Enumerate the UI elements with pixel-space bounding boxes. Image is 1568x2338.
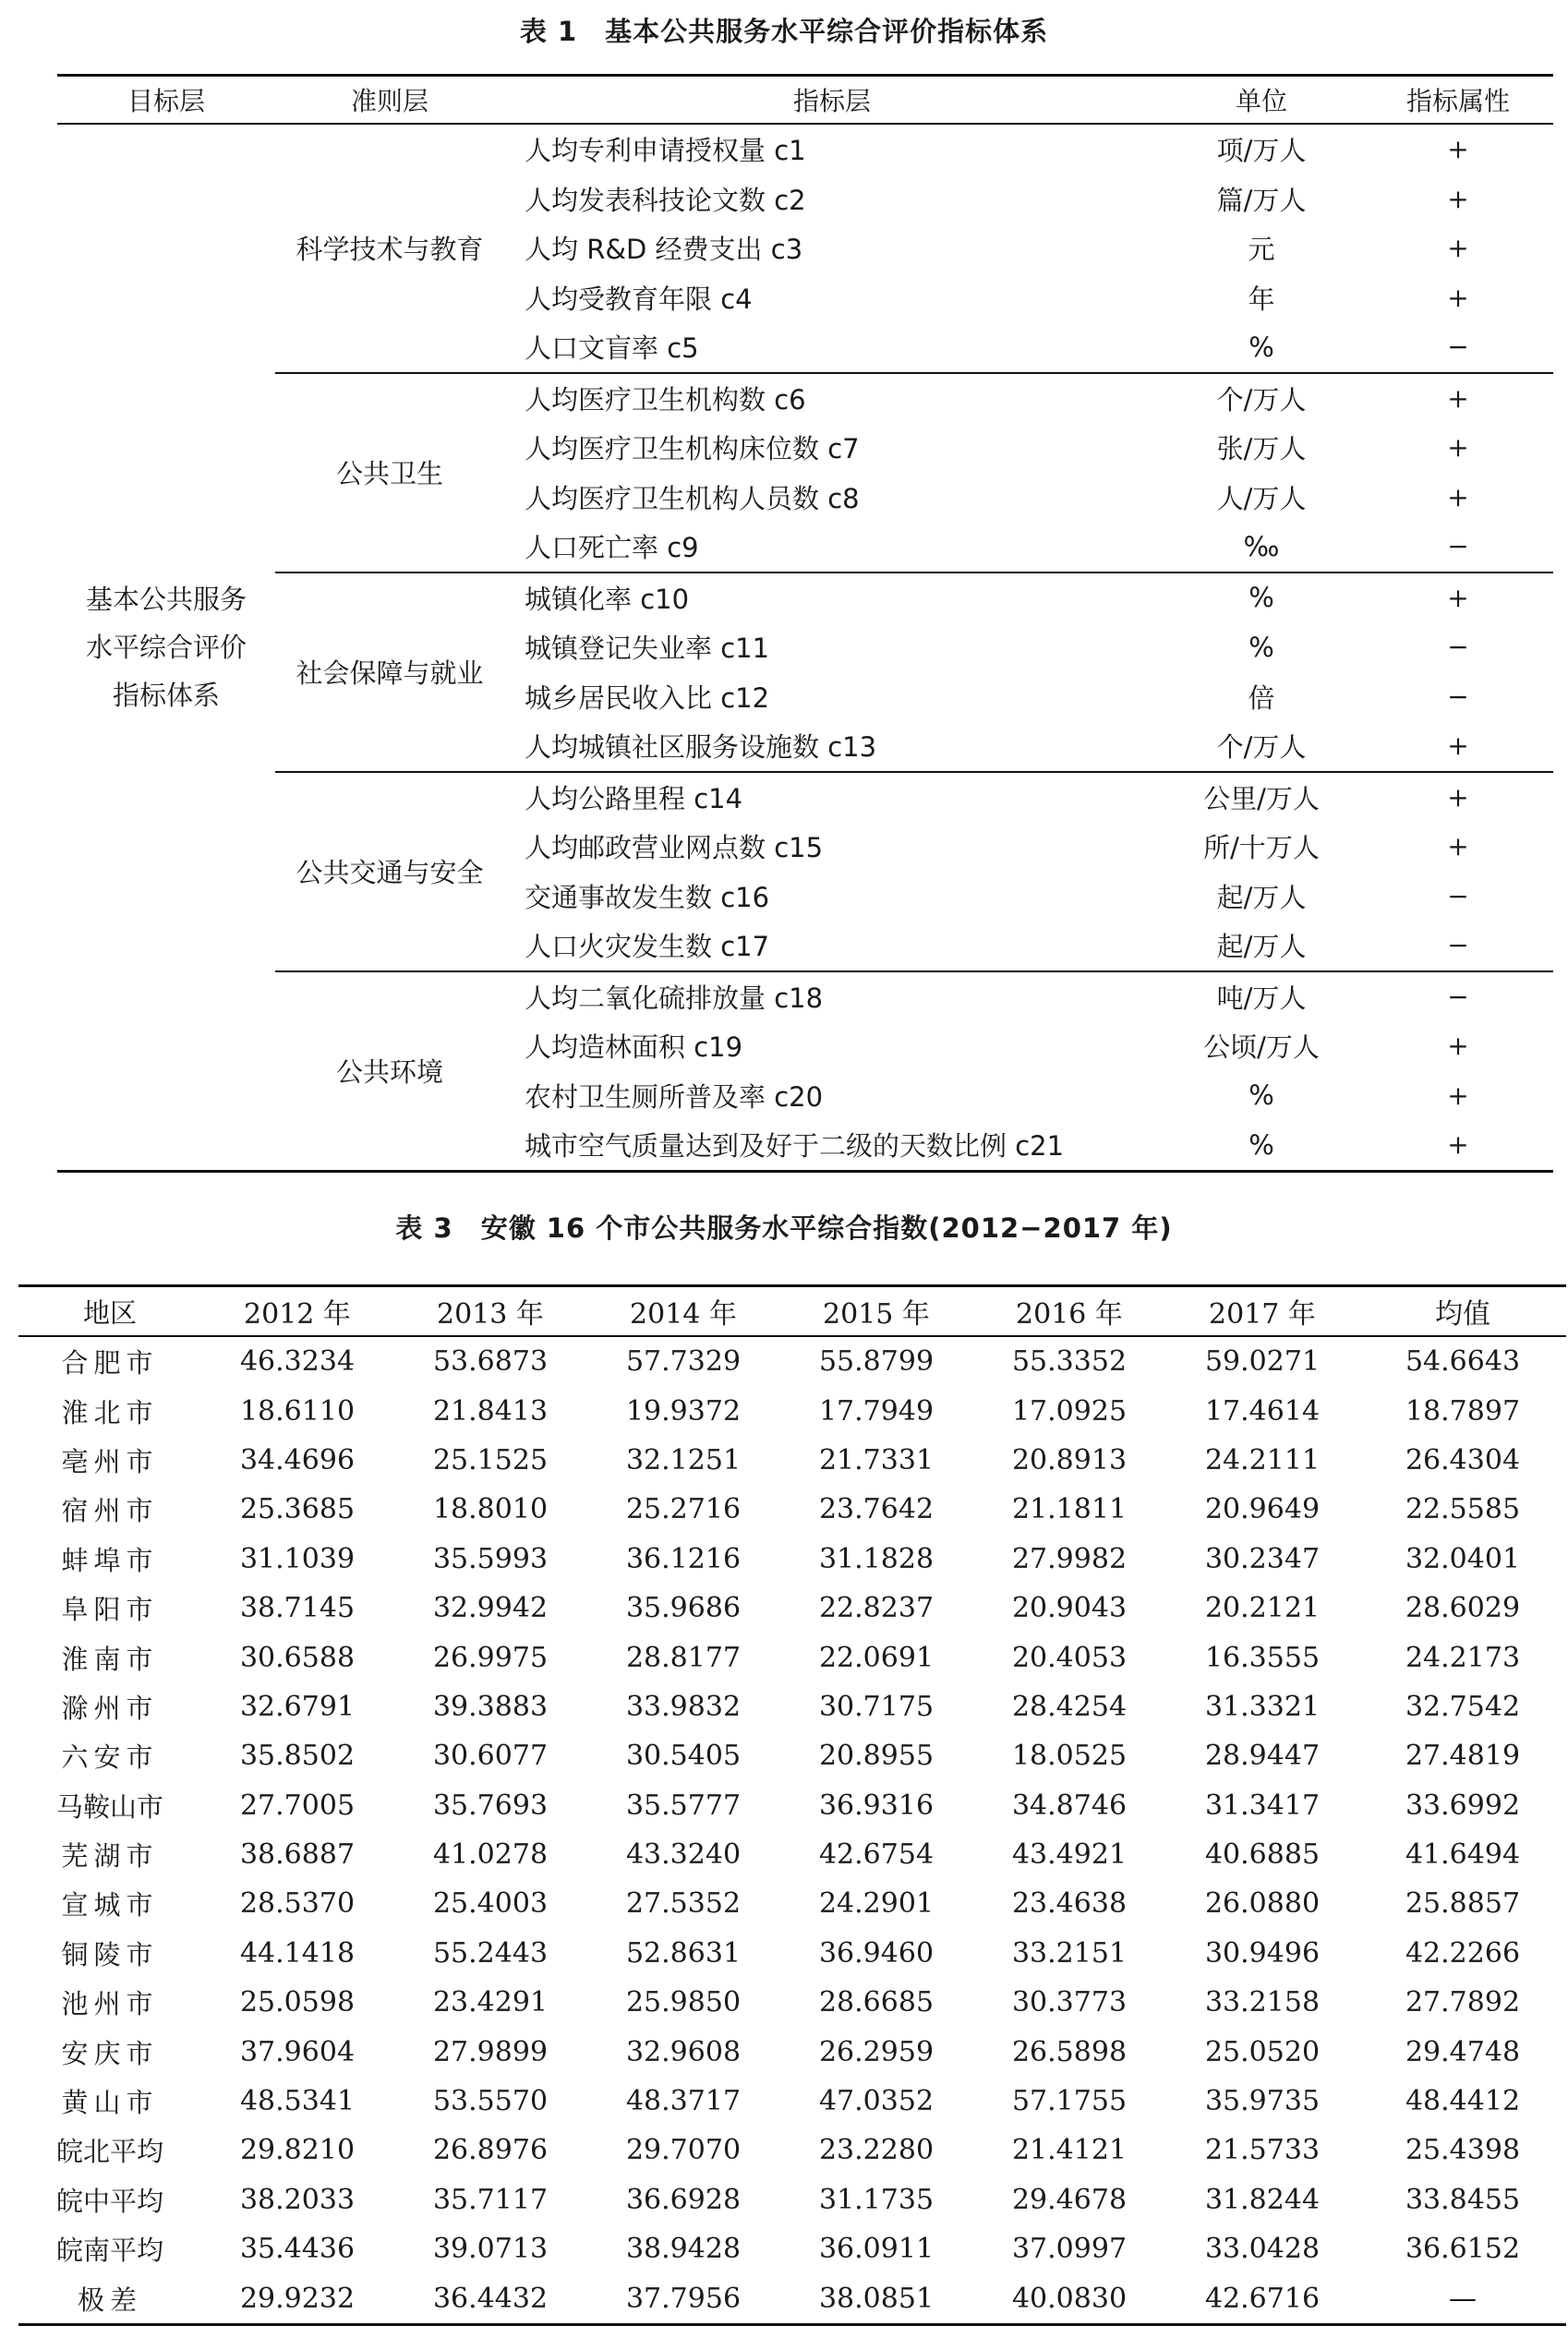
value-cell: 53.5570 [432,2085,549,2118]
value-cell: 26.2959 [818,2035,935,2068]
value-cell: 40.0830 [1011,2282,1128,2315]
value-cell: 20.4053 [1011,1641,1128,1674]
value-cell: 26.9975 [432,1641,549,1674]
region-cell: 黄山市 [61,2087,159,2119]
value-cell: 38.6887 [239,1838,356,1872]
indicator-name: 城镇化率 c10 [504,572,1160,623]
table3-header-row [18,1286,1566,1337]
value-cell: 41.0278 [432,1838,549,1872]
table-row [18,1633,1566,1681]
value-cell: 54.6643 [1405,1345,1521,1379]
value-cell: 25.3685 [239,1493,356,1526]
indicator-unit: 篇/万人 [1216,184,1307,216]
value-cell: 17.0925 [1011,1394,1128,1428]
region-cell: 滁州市 [61,1692,159,1724]
value-cell: 47.0352 [818,2085,935,2118]
value-cell: 42.6754 [818,1838,935,1872]
value-cell: 22.5585 [1405,1493,1521,1526]
region-cell: 皖中平均 [55,2185,163,2217]
value-cell: 20.2121 [1204,1592,1321,1625]
goal-layer-line: 基本公共服务 [85,583,247,615]
value-cell: 17.4614 [1204,1394,1321,1428]
header-column: 2014 年 [630,1298,737,1331]
indicator-unit: % [1248,331,1274,363]
indicator-name: 人均医疗卫生机构床位数 c7 [525,433,860,465]
value-cell: 28.4254 [1011,1690,1128,1723]
indicator-unit: 张/万人 [1216,433,1307,465]
value-cell: 27.9982 [1011,1542,1128,1575]
value-cell: 29.4678 [1011,2183,1128,2216]
value-cell: 33.0428 [1204,2233,1321,2266]
indicator-attribute: + [1363,772,1553,823]
value-cell: 31.3417 [1204,1789,1321,1822]
indicator-attribute: + [1363,572,1553,623]
region-cell: 皖南平均 [55,2235,163,2267]
table-row [18,1535,1566,1584]
region-cell: 马鞍山市 [55,1790,163,1823]
value-cell: 25.0598 [239,1986,356,2019]
value-cell: 55.2443 [432,1936,549,1970]
indicator-system-table [57,74,1553,1173]
value-cell: 59.0271 [1204,1345,1321,1379]
value-cell: 29.9232 [239,2282,356,2315]
region-cell: 亳州市 [61,1445,159,1477]
value-cell: 23.2280 [818,2134,935,2167]
value-cell: 27.7892 [1405,1986,1521,2019]
value-cell: 35.5993 [432,1542,549,1575]
value-cell: 44.1418 [239,1936,356,1970]
table-row [18,1879,1566,1928]
value-cell: 17.7949 [818,1394,935,1428]
value-cell: 32.6791 [239,1690,356,1723]
table-row [18,2224,1566,2273]
indicator-attribute: − [1363,971,1553,1022]
value-cell: 33.6992 [1405,1789,1521,1822]
value-cell: 25.4398 [1405,2134,1521,2167]
value-cell: 37.9604 [239,2035,356,2068]
indicator-unit: 人/万人 [1216,482,1307,514]
indicator-unit: 公里/万人 [1160,772,1363,823]
value-cell: 31.8244 [1204,2183,1321,2216]
value-cell: 21.4121 [1011,2134,1128,2167]
indicator-attribute: − [1447,930,1469,961]
value-cell: 26.4304 [1405,1443,1521,1476]
indicator-unit: 起/万人 [1216,881,1307,913]
table-row [18,1781,1566,1830]
indicator-attribute: − [1447,331,1469,363]
value-cell: 48.5341 [239,2085,356,2118]
value-cell: 21.8413 [432,1394,549,1428]
value-cell: 30.2347 [1204,1542,1321,1575]
indicator-name: 人口死亡率 c9 [525,532,699,564]
header-indicator-layer: 指标层 [792,86,871,116]
value-cell: 28.5370 [239,1887,356,1921]
indicator-name: 人均城镇社区服务设施数 c13 [525,731,877,764]
value-cell: 35.9686 [625,1592,742,1625]
value-cell: 53.6873 [432,1345,549,1379]
composite-index-table [18,1284,1566,2326]
table-row [18,1584,1566,1633]
value-cell: 55.3352 [1011,1345,1128,1379]
indicator-attribute: + [1447,831,1469,862]
value-cell: 22.0691 [818,1641,935,1674]
region-cell: 安庆市 [61,2037,159,2069]
indicator-unit: 所/十万人 [1203,832,1320,864]
indicator-unit: % [1248,1128,1274,1161]
indicator-row [57,971,1553,1022]
criterion-cell: 公共卫生 [275,373,504,572]
indicator-attribute: + [1363,373,1553,424]
header-criterion-layer: 准则层 [350,86,428,116]
value-cell: 48.4412 [1405,2085,1521,2118]
value-cell: 34.4696 [239,1443,356,1476]
value-cell: 32.1251 [625,1443,742,1476]
value-cell: 26.5898 [1011,2035,1128,2068]
value-cell: 22.8237 [818,1592,935,1625]
value-cell: 52.8631 [625,1936,742,1970]
value-cell: 29.4748 [1405,2035,1521,2068]
indicator-name: 城市空气质量达到及好于二级的天数比例 c21 [525,1130,1065,1163]
indicator-name: 城乡居民收入比 c12 [525,681,770,714]
indicator-unit: 吨/万人 [1160,971,1363,1022]
indicator-attribute: + [1447,1079,1469,1111]
value-cell: 25.1525 [432,1443,549,1476]
value-cell: 42.6716 [1204,2282,1321,2315]
indicator-attribute: − [1447,531,1469,562]
indicator-name: 人均发表科技论文数 c2 [525,184,806,216]
value-cell: 35.9735 [1204,2085,1321,2118]
header-unit: 单位 [1235,86,1287,116]
value-cell: 25.2716 [625,1493,742,1526]
indicator-unit: 起/万人 [1216,931,1307,963]
value-cell: 32.9942 [432,1592,549,1625]
value-cell: 27.5352 [625,1887,742,1921]
value-cell: 36.4432 [432,2282,549,2315]
value-cell: 39.0713 [432,2233,549,2266]
value-cell: 33.2151 [1011,1936,1128,1970]
value-cell: — [1449,2282,1477,2315]
value-cell: 33.2158 [1204,1986,1321,2019]
indicator-row [57,373,1553,424]
indicator-unit: % [1160,572,1363,623]
value-cell: 31.1735 [818,2183,935,2216]
value-cell: 33.9832 [625,1690,742,1723]
header-column: 2012 年 [244,1298,351,1331]
table-row [18,1682,1566,1731]
indicator-attribute: + [1447,481,1469,512]
value-cell: 35.5777 [625,1789,742,1822]
value-cell: 24.2901 [818,1887,935,1921]
value-cell: 35.4436 [239,2233,356,2266]
value-cell: 43.3240 [625,1838,742,1872]
indicator-name: 人均专利申请授权量 c1 [525,135,806,167]
indicator-unit: 年 [1248,283,1275,315]
table-row [18,2175,1566,2224]
indicator-unit: 倍 [1248,681,1275,714]
region-cell: 淮北市 [61,1396,159,1428]
indicator-unit: 元 [1248,234,1275,266]
value-cell: 20.8913 [1011,1443,1128,1476]
indicator-unit: % [1248,631,1274,663]
value-cell: 24.2111 [1204,1443,1321,1476]
indicator-attribute: + [1447,282,1469,313]
header-column: 2015 年 [823,1298,930,1331]
value-cell: 38.0851 [818,2282,935,2315]
value-cell: 27.4819 [1405,1740,1521,1773]
indicator-row [57,772,1553,823]
value-cell: 36.0911 [818,2233,935,2266]
table1-caption: 表 1 基本公共服务水平综合评价指标体系 [519,16,1049,47]
indicator-name: 人均受教育年限 c4 [525,283,753,315]
table-row [18,1830,1566,1879]
value-cell: 27.7005 [239,1789,356,1822]
value-cell: 18.0525 [1011,1740,1128,1773]
indicator-attribute: + [1447,1030,1469,1062]
value-cell: 37.7956 [625,2282,742,2315]
value-cell: 36.6928 [625,2183,742,2216]
value-cell: 32.0401 [1405,1542,1521,1575]
region-cell: 铜陵市 [61,1938,159,1970]
region-cell: 六安市 [61,1741,159,1774]
value-cell: 29.8210 [239,2134,356,2167]
table-row [18,1929,1566,1978]
region-cell: 淮南市 [61,1643,159,1675]
indicator-attribute: + [1447,730,1469,762]
value-cell: 28.6685 [818,1986,935,2019]
value-cell: 55.8799 [818,1345,935,1379]
value-cell: 19.9372 [625,1394,742,1428]
table-row [18,1386,1566,1435]
indicator-attribute: + [1447,134,1469,165]
value-cell: 57.1755 [1011,2085,1128,2118]
indicator-name: 人口火灾发生数 c17 [525,931,770,963]
region-cell: 阜阳市 [61,1594,159,1626]
value-cell: 20.9649 [1204,1493,1321,1526]
region-cell: 蚌埠市 [61,1544,159,1576]
value-cell: 21.7331 [818,1443,935,1476]
table-row [18,2126,1566,2175]
value-cell: 25.9850 [625,1986,742,2019]
goal-layer-line: 水平综合评价 [85,631,247,663]
value-cell: 36.9316 [818,1789,935,1822]
indicator-unit: 个/万人 [1216,731,1307,764]
indicator-name: 交通事故发生数 c16 [525,881,770,913]
region-cell: 芜湖市 [61,1840,159,1873]
value-cell: 31.3321 [1204,1690,1321,1723]
table3-caption: 表 3 安徽 16 个市公共服务水平综合指数(2012−2017 年) [395,1212,1173,1244]
value-cell: 26.0880 [1204,1887,1321,1921]
value-cell: 25.8857 [1405,1887,1521,1921]
indicator-name: 人口文盲率 c5 [525,332,699,365]
indicator-name: 人均造林面积 c19 [525,1031,743,1064]
value-cell: 28.8177 [625,1641,742,1674]
value-cell: 36.6152 [1405,2233,1521,2266]
value-cell: 29.7070 [625,2134,742,2167]
value-cell: 30.6588 [239,1641,356,1674]
table1-header-row [57,76,1553,125]
value-cell: 38.2033 [239,2183,356,2216]
value-cell: 16.3555 [1204,1641,1321,1674]
indicator-name: 人均 R&D 经费支出 c3 [525,234,803,266]
indicator-unit: 个/万人 [1160,373,1363,424]
table-row [18,1485,1566,1534]
header-region: 地区 [82,1296,137,1329]
value-cell: 39.3883 [432,1690,549,1723]
value-cell: 34.8746 [1011,1789,1128,1822]
indicator-unit: ‰ [1243,530,1280,562]
indicator-attribute: − [1447,632,1469,663]
indicator-attribute: + [1447,1129,1469,1161]
value-cell: 30.9496 [1204,1936,1321,1970]
indicator-unit: % [1248,1079,1274,1112]
value-cell: 32.7542 [1405,1690,1521,1723]
table-row [18,1978,1566,2027]
value-cell: 21.1811 [1011,1493,1128,1526]
indicator-attribute: − [1447,880,1469,911]
value-cell: 33.8455 [1405,2183,1521,2216]
value-cell: 23.4291 [432,1986,549,2019]
indicator-unit: 公顷/万人 [1203,1031,1320,1064]
criterion-cell: 公共环境 [275,971,504,1172]
value-cell: 36.1216 [625,1542,742,1575]
table-row [18,2077,1566,2126]
region-cell: 合肥市 [61,1347,159,1380]
indicator-name: 农村卫生厕所普及率 c20 [525,1080,824,1113]
indicator-attribute: − [1447,681,1469,712]
header-column: 2017 年 [1209,1298,1316,1331]
region-cell: 极差 [77,2284,142,2316]
value-cell: 31.1039 [239,1542,356,1575]
value-cell: 57.7329 [625,1345,742,1379]
region-cell: 宣城市 [61,1889,159,1922]
value-cell: 30.6077 [432,1740,549,1773]
value-cell: 42.2266 [1405,1936,1521,1970]
value-cell: 35.7117 [432,2183,549,2216]
value-cell: 23.4638 [1011,1887,1128,1921]
value-cell: 41.6494 [1405,1838,1521,1872]
goal-layer-cell [57,124,275,1171]
goal-layer-line: 指标体系 [112,679,220,711]
value-cell: 28.9447 [1204,1740,1321,1773]
table-row [18,2027,1566,2076]
value-cell: 46.3234 [239,1345,356,1379]
indicator-name: 人均医疗卫生机构人员数 c8 [525,482,860,514]
criterion-cell: 科学技术与教育 [296,234,484,266]
indicator-attribute: + [1447,233,1469,264]
value-cell: 25.0520 [1204,2035,1321,2068]
indicator-row [57,572,1553,623]
value-cell: 38.9428 [625,2233,742,2266]
indicator-attribute: + [1447,432,1469,464]
indicator-attribute: + [1447,183,1469,214]
region-cell: 皖北平均 [55,2136,163,2168]
value-cell: 27.9899 [432,2035,549,2068]
value-cell: 28.6029 [1405,1592,1521,1625]
value-cell: 32.9608 [625,2035,742,2068]
value-cell: 25.4003 [432,1887,549,1921]
indicator-row [57,124,1553,175]
value-cell: 40.6885 [1204,1838,1321,1872]
header-column: 2013 年 [437,1298,544,1331]
table-row [18,2273,1566,2324]
value-cell: 20.9043 [1011,1592,1128,1625]
value-cell: 30.3773 [1011,1986,1128,2019]
indicator-name: 人均医疗卫生机构数 c6 [504,373,1160,424]
value-cell: 21.5733 [1204,2134,1321,2167]
value-cell: 18.8010 [432,1493,549,1526]
value-cell: 35.8502 [239,1740,356,1773]
header-goal-layer: 目标层 [127,86,205,116]
criterion-cell: 社会保障与就业 [275,572,504,772]
criterion-cell: 公共交通与安全 [275,772,504,971]
value-cell: 20.8955 [818,1740,935,1773]
header-attribute: 指标属性 [1405,86,1510,116]
value-cell: 43.4921 [1011,1838,1128,1872]
value-cell: 37.0997 [1011,2233,1128,2266]
value-cell: 31.1828 [818,1542,935,1575]
value-cell: 18.6110 [239,1394,356,1428]
region-cell: 宿州市 [61,1495,159,1527]
header-column: 均值 [1435,1298,1490,1331]
value-cell: 26.8976 [432,2134,549,2167]
value-cell: 30.7175 [818,1690,935,1723]
table-row [18,1336,1566,1386]
value-cell: 48.3717 [625,2085,742,2118]
indicator-unit: 项/万人 [1216,135,1307,167]
value-cell: 23.7642 [818,1493,935,1526]
table-row [18,1436,1566,1485]
indicator-name: 人均二氧化硫排放量 c18 [504,971,1160,1022]
region-cell: 池州市 [61,1988,159,2020]
value-cell: 18.7897 [1405,1394,1521,1428]
table-row [18,1731,1566,1780]
value-cell: 30.5405 [625,1740,742,1773]
header-column: 2016 年 [1016,1298,1123,1331]
value-cell: 38.7145 [239,1592,356,1625]
value-cell: 24.2173 [1405,1641,1521,1674]
indicator-name: 城镇登记失业率 c11 [525,633,770,665]
value-cell: 36.9460 [818,1936,935,1970]
value-cell: 35.7693 [432,1789,549,1822]
indicator-name: 人均邮政营业网点数 c15 [525,832,824,864]
indicator-name: 人均公路里程 c14 [504,772,1160,823]
